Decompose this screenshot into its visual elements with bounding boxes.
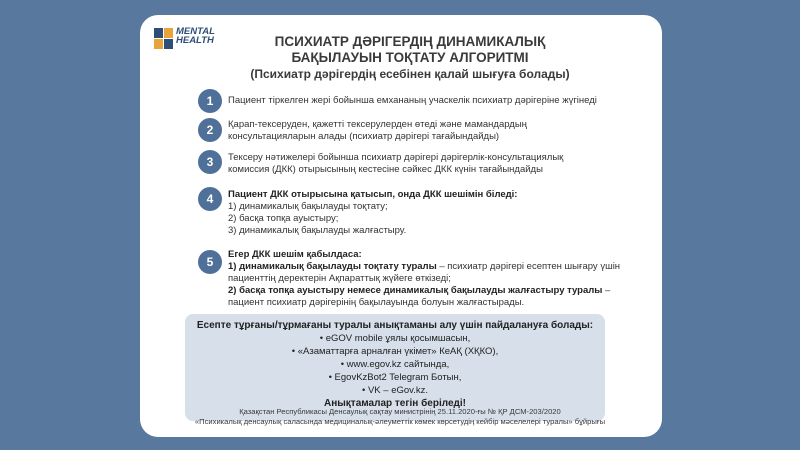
- info-box-header: Есепте тұрғаны/тұрмағаны туралы анықтаманы алу үшін пайдалануға болады:: [196, 320, 594, 331]
- step-number-badge: 4: [198, 187, 222, 211]
- step-number-badge: 1: [198, 89, 222, 113]
- logo-text: MENTAL HEALTH: [176, 26, 215, 46]
- info-option: • eGOV mobile ұялы қосымшасын,: [319, 333, 471, 344]
- info-option: • VK – eGov.kz.: [362, 385, 428, 396]
- step-heading: Пациент ДКК отырысына қатысып, онда ДКК шешімін біледі:: [228, 189, 518, 200]
- list-item: 1) динамикалық бақылауды тоқтату;: [228, 201, 388, 212]
- info-option: • «Азаматтарға арналған үкімет» КеАҚ (ХҚКО),: [291, 346, 499, 357]
- free-note: Анықтамалар тегін беріледі!: [324, 398, 466, 409]
- list-item: 2) басқа топқа ауыстыру немесе динамикалық бақылауды жалғастыру туралы – пациент психиатр дәрігерінің бақылауында болуын жалғастырады.: [228, 285, 611, 308]
- step-text: [228, 189, 628, 237]
- content-card: [140, 15, 662, 437]
- step-text: Пациент тіркелген жері бойынша емхананың учаскелік психиатр дәрігеріне жүгінеді: [228, 95, 597, 106]
- info-option: • EgovKzBot2 Telegram Ботын,: [328, 372, 462, 383]
- step-text: Қарап-тексеруден, қажетті тексерулерден өтеді және мамандардың консультацияларын алады (психиатр дәрігері тағайындайды): [228, 119, 527, 142]
- list-item: 3) динамикалық бақылауды жалғастыру.: [228, 225, 407, 236]
- step-text: [228, 249, 628, 309]
- page-subtitle: (Психиатр дәрігердің есебінен қалай шығуға болады): [250, 67, 570, 81]
- step-number-badge: 5: [198, 250, 222, 274]
- footer-reference: Қазақстан Республикасы Денсаулық сақтау министрінің 25.11.2020-ғы № ҚР ДСМ-203/2020 «Психикалық денсаулық саласында медициналық-әлеуметтік көмек көрсетудің кейбір мәселелері туралы» бұйрығы: [194, 407, 606, 426]
- info-option: • www.egov.kz сайтында,: [340, 359, 450, 370]
- step-heading: Егер ДКК шешім қабылдаса:: [228, 249, 362, 260]
- step-number-badge: 3: [198, 150, 222, 174]
- list-item: 2) басқа топқа ауыстыру;: [228, 213, 339, 224]
- step-text: Тексеру нәтижелері бойынша психиатр дәрігері дәрігерлік-консультациялық комиссия (ДКК) отырысының кестесіне сәйкес ДКК күнін тағайындайды: [228, 152, 564, 175]
- step-number-badge: 2: [198, 118, 222, 142]
- list-item: 1) динамикалық бақылауды тоқтату туралы – психиатр дәрігері есептен шығару үшін пациенттің деректерін Ақпараттық жүйеге өткізеді;: [228, 261, 621, 284]
- page-title: ПСИХИАТР ДӘРІГЕРДІҢ ДИНАМИКАЛЫҚ БАҚЫЛАУЫН ТОҚТАТУ АЛГОРИТМІ: [274, 34, 546, 65]
- certificate-info-box: [185, 314, 605, 421]
- mental-health-logo-icon: [154, 28, 174, 50]
